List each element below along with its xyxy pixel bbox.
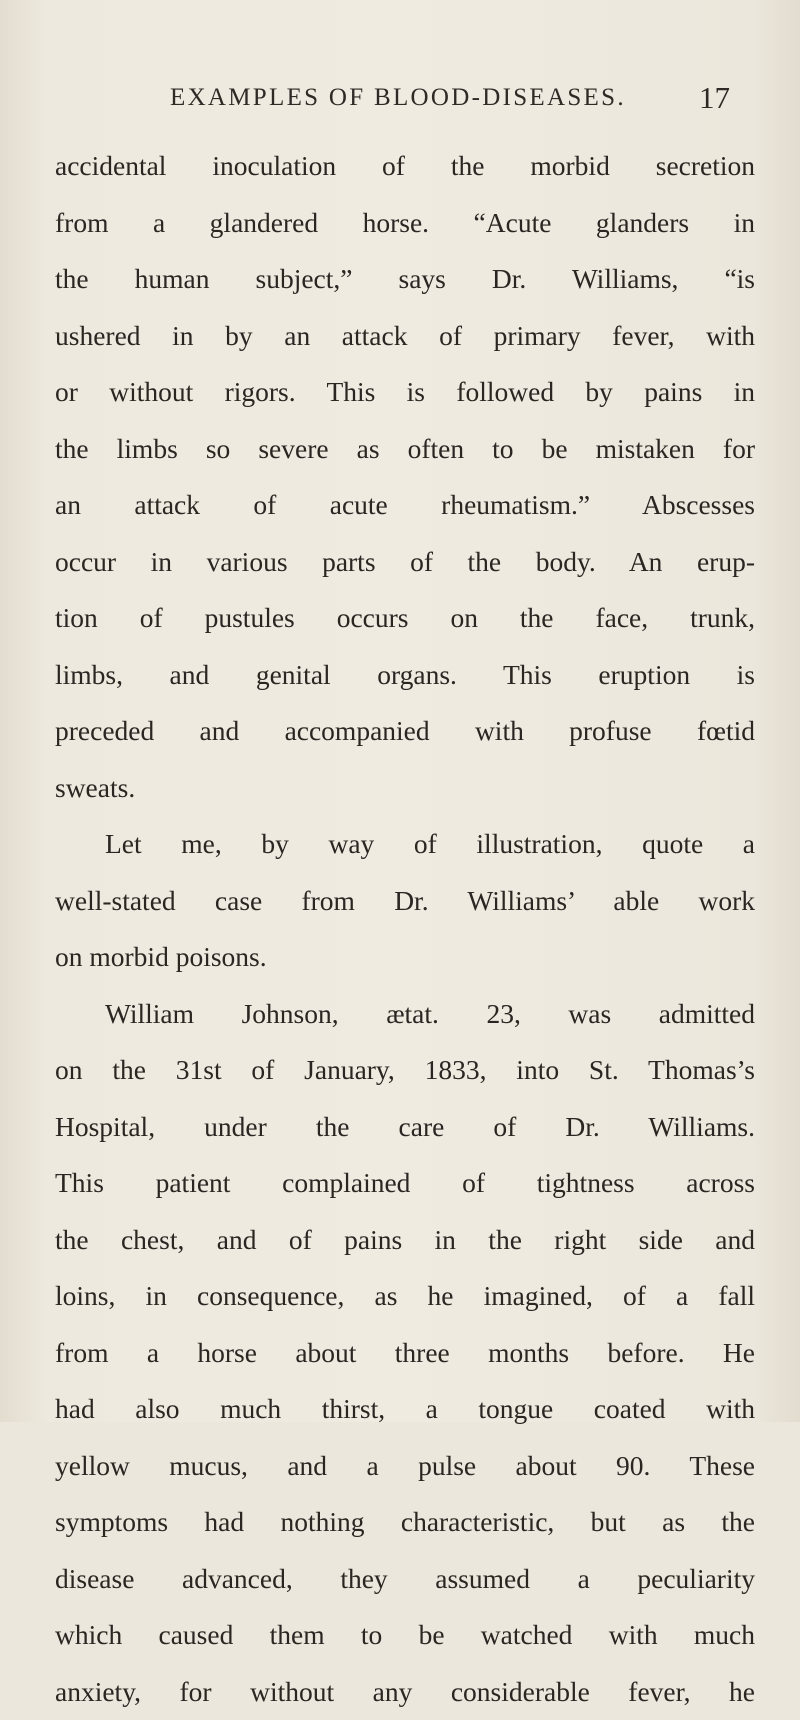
body-text	[55, 138, 755, 1720]
text-line: or without rigors. This is followed by pains in	[55, 364, 755, 421]
text-line: well-stated case from Dr. Williams’ able work	[55, 873, 755, 930]
text-line: accidental inoculation of the morbid secretion	[55, 138, 755, 195]
text-line: occur in various parts of the body. An erup-	[55, 534, 755, 591]
text-line: yellow mucus, and a pulse about 90. These	[55, 1438, 755, 1495]
text-line: preceded and accompanied with profuse fœtid	[55, 703, 755, 760]
page-header	[150, 84, 730, 128]
text-line: tion of pustules occurs on the face, trunk,	[55, 590, 755, 647]
text-line: the limbs so severe as often to be mistaken for	[55, 421, 755, 478]
text-line: the chest, and of pains in the right side and	[55, 1212, 755, 1269]
text-line: had also much thirst, a tongue coated with	[55, 1381, 755, 1438]
text-line: This patient complained of tightness across	[55, 1155, 755, 1212]
running-head: EXAMPLES OF BLOOD-DISEASES.	[170, 84, 626, 112]
text-line: from a glandered horse. “Acute glanders in	[55, 195, 755, 252]
text-line: the human subject,” says Dr. Williams, “is	[55, 251, 755, 308]
text-line: anxiety, for without any considerable fever, he	[55, 1664, 755, 1720]
text-line: disease advanced, they assumed a peculiarity	[55, 1551, 755, 1608]
paragraph-end-line: on morbid poisons.	[55, 929, 755, 986]
text-line: Hospital, under the care of Dr. Williams.	[55, 1099, 755, 1156]
paragraph-start-line: William Johnson, ætat. 23, was admitted	[55, 986, 755, 1043]
text-line: from a horse about three months before. He	[55, 1325, 755, 1382]
text-line: limbs, and genital organs. This eruption is	[55, 647, 755, 704]
text-line: ushered in by an attack of primary fever, with	[55, 308, 755, 365]
text-line: loins, in consequence, as he imagined, of a fall	[55, 1268, 755, 1325]
paragraph-start-line: Let me, by way of illustration, quote a	[55, 816, 755, 873]
paragraph-end-line: sweats.	[55, 760, 755, 817]
text-line: which caused them to be watched with much	[55, 1607, 755, 1664]
page-number: 17	[699, 80, 730, 116]
text-line: an attack of acute rheumatism.” Abscesses	[55, 477, 755, 534]
text-line: on the 31st of January, 1833, into St. Thomas’s	[55, 1042, 755, 1099]
text-line: symptoms had nothing characteristic, but as the	[55, 1494, 755, 1551]
